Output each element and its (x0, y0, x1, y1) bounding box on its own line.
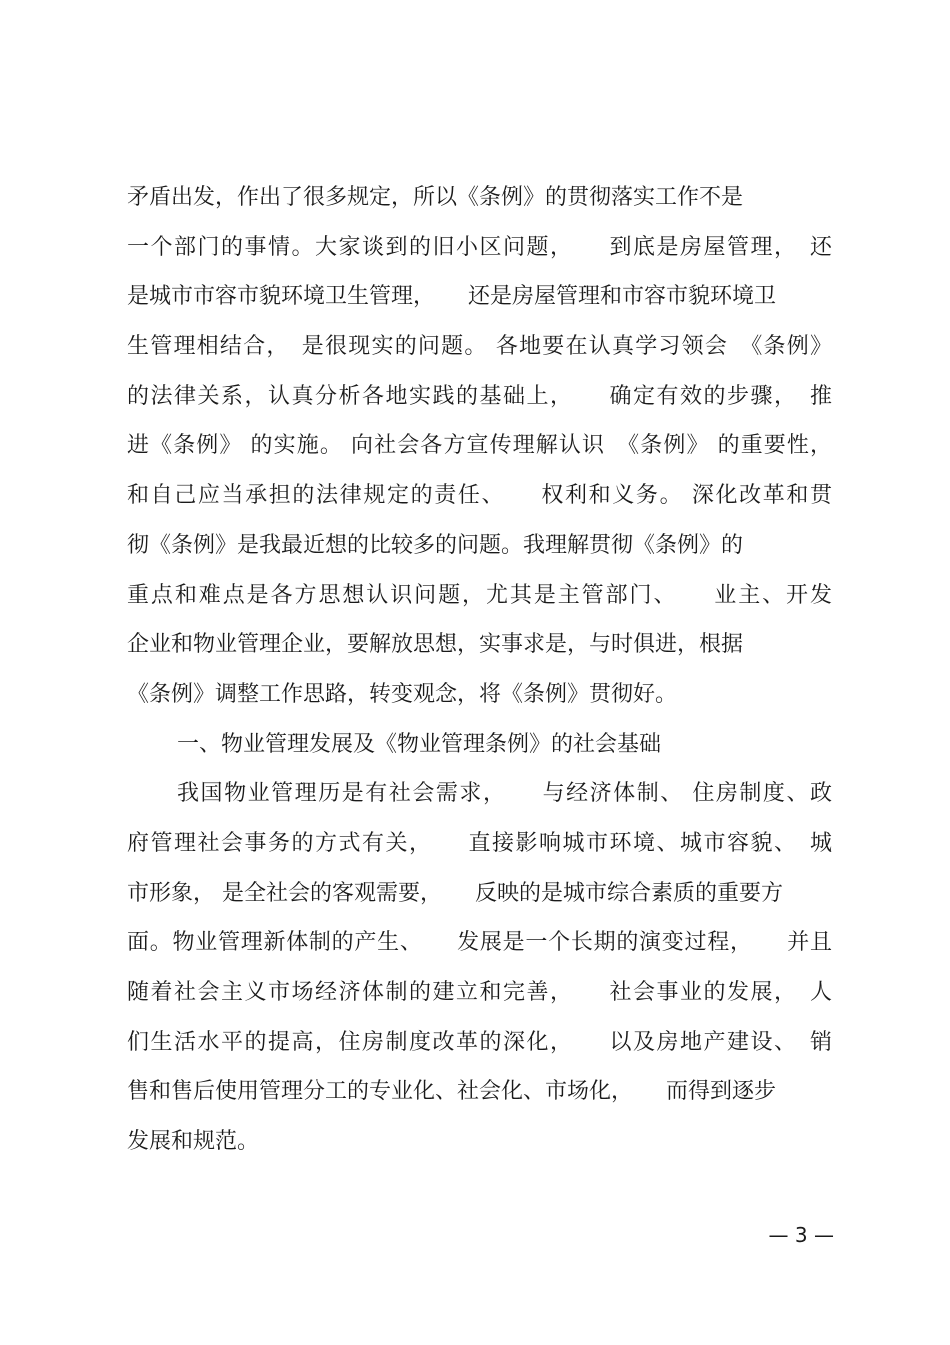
text-line: 是城市市容市貌环境卫生管理， 还是房屋管理和市容市貌环境卫 (127, 284, 777, 310)
text-line: 一、物业管理发展及《物业管理条例》的社会基础 (177, 731, 662, 757)
text-line: 的法律关系，认真分析各地实践的基础上， 确定有效的步骤， 推 (127, 383, 832, 409)
text-line: 重点和难点是各方思想认识问题，尤其是主管部门、 业主、开发 (127, 582, 832, 608)
text-line: 进《条例》 的实施。 向社会各方宣传理解认识 《条例》 的重要性， (127, 433, 832, 459)
text-line: 矛盾出发，作出了很多规定，所以《条例》的贯彻落实工作不是 (127, 185, 744, 210)
text-line: 面。物业管理新体制的产生、 发展是一个长期的演变过程， 并且 (127, 930, 832, 956)
text-line: 发展和规范。 (127, 1129, 260, 1155)
text-line: 售和售后使用管理分工的专业化、社会化、市场化， 而得到逐步 (127, 1079, 777, 1105)
text-line: 和自己应当承担的法律规定的责任、 权利和义务。 深化改革和贯 (127, 483, 832, 509)
text-line: 市形象， 是全社会的客观需要， 反映的是城市综合素质的重要方 (127, 880, 783, 906)
text-line: 府管理社会事务的方式有关， 直接影响城市环境、城市容貌、 城 (127, 830, 832, 856)
text-line: 彻《条例》是我最近想的比较多的问题。我理解贯彻《条例》的 (127, 532, 744, 558)
text-line: 生管理相结合， 是很现实的问题。 各地要在认真学习领会 《条例》 (127, 334, 832, 360)
text-line: 一个部门的事情。大家谈到的旧小区问题， 到底是房屋管理， 还 (127, 234, 832, 260)
text-line: 我国物业管理历是有社会需求， 与经济体制、 住房制度、政 (177, 781, 832, 807)
text-line: 企业和物业管理企业，要解放思想，实事求是，与时俱进，根据 (127, 632, 744, 658)
page-number: — 3 — (768, 1223, 834, 1247)
body-text (127, 173, 832, 1167)
text-line: 随着社会主义市场经济体制的建立和完善， 社会事业的发展， 人 (127, 980, 832, 1005)
text-line: 们生活水平的提高，住房制度改革的深化， 以及房地产建设、 销 (127, 1029, 832, 1055)
text-line: 《条例》调整工作思路，转变观念，将《条例》贯彻好。 (127, 681, 678, 707)
